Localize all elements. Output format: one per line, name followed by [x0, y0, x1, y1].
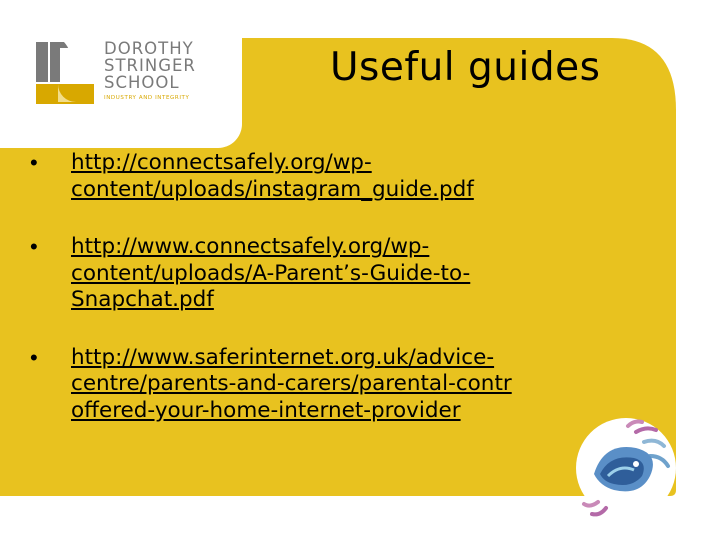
guide-links-list — [30, 150, 590, 480]
list-item — [30, 345, 590, 425]
instagram-guide-link[interactable]: http://connectsafely.org/wp- content/uploads/instagram_guide.pdf — [71, 150, 474, 202]
school-name — [104, 40, 244, 101]
slide-title: Useful guides — [330, 45, 601, 90]
snapchat-guide-link[interactable]: http://www.connectsafely.org/wp- content/uploads/A-Parent’s-Guide-to- Snapchat.pdf — [71, 234, 471, 312]
bullet-icon: • — [30, 150, 38, 175]
school-name-line-2: STRINGER — [104, 56, 196, 75]
bullet-icon: • — [30, 344, 38, 370]
bullet-icon: • — [30, 234, 38, 259]
school-name-line-1: DOROTHY — [104, 39, 194, 58]
logo-area — [0, 0, 242, 148]
parental-controls-link[interactable]: http://www.saferinternet.org.uk/advice- centre/parents-and-carers/parental-contr offered-your-home-internet-provider — [71, 344, 512, 423]
school-logo-mark-icon — [36, 42, 94, 104]
list-item — [30, 150, 590, 203]
fish-logo-icon — [570, 412, 688, 520]
school-tagline: INDUSTRY AND INTEGRITY — [104, 95, 190, 101]
school-name-line-3: SCHOOL — [104, 73, 180, 92]
list-item — [30, 234, 590, 314]
